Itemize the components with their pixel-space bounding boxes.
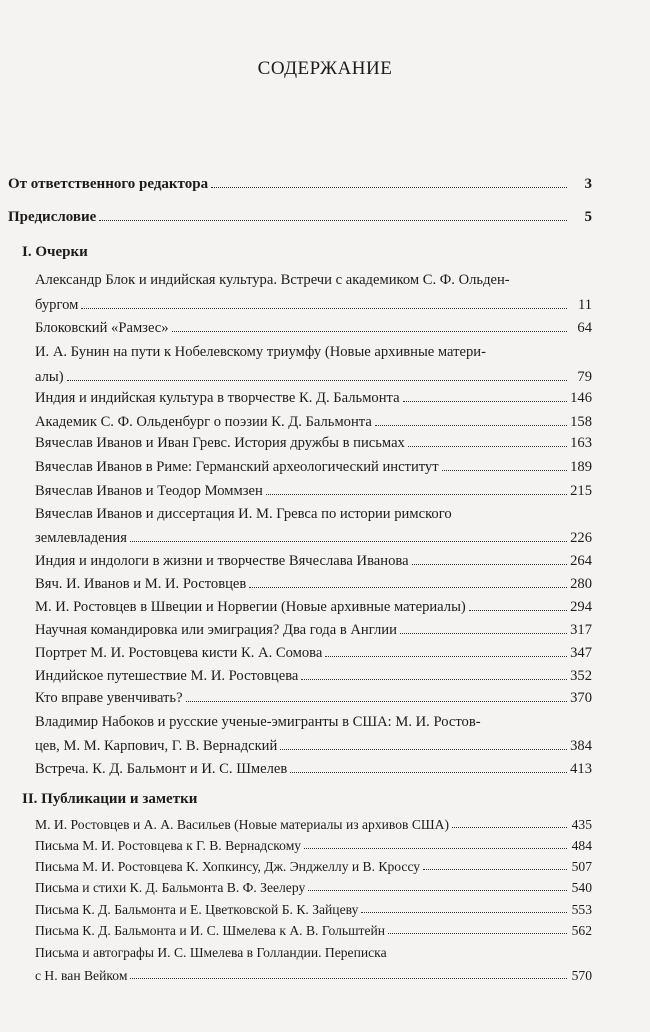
toc-entry <box>35 645 592 662</box>
section-heading: I. Очерки <box>22 244 88 260</box>
entry-title: Письма и стихи К. Д. Бальмонта В. Ф. Зеелеру <box>35 880 306 895</box>
section-heading: II. Публикации и заметки <box>22 791 198 807</box>
toc-entry <box>35 668 592 685</box>
entry-title: Индия и индологи в жизни и творчестве Вячеслава Иванова <box>35 553 409 569</box>
dot-leader <box>469 610 567 611</box>
entry-title: Блоковский «Рамзес» <box>35 320 169 336</box>
toc-entry <box>35 859 592 875</box>
toc-entry <box>35 390 592 407</box>
entry-title: Вячеслав Иванов в Риме: Германский археологический институт <box>35 459 439 475</box>
toc-entry <box>35 530 592 547</box>
page-number: 163 <box>570 435 592 451</box>
dot-leader <box>452 827 567 828</box>
toc-entry <box>35 576 592 593</box>
page-number: 553 <box>571 902 592 917</box>
entry-title: Академик С. Ф. Ольденбург о поэзии К. Д. Бальмонта <box>35 414 372 430</box>
page-number: 435 <box>571 817 592 832</box>
dot-leader <box>408 446 567 447</box>
toc-entry <box>35 923 592 939</box>
dot-leader <box>325 656 567 657</box>
dot-leader <box>290 772 567 773</box>
entry-title: Предисловие <box>8 209 97 225</box>
toc-entry <box>35 817 592 833</box>
page-number: 280 <box>570 576 592 592</box>
toc-entry <box>35 459 592 476</box>
entry-title: Встреча. К. Д. Бальмонт и И. С. Шмелев <box>35 761 288 777</box>
entry-title: Портрет М. И. Ростовцева кисти К. А. Сомова <box>35 645 323 661</box>
toc-entry <box>8 209 592 226</box>
page-number: 413 <box>570 761 592 777</box>
page-number: 79 <box>577 369 592 385</box>
entry-title: Письма К. Д. Бальмонта и И. С. Шмелева к А. В. Гольштейн <box>35 923 386 938</box>
dot-leader <box>67 380 567 381</box>
entry-title: Письма М. И. Ростовцева К. Хопкинсу, Дж. Энджеллу и В. Кроссу <box>35 859 421 874</box>
page-number: 352 <box>570 668 592 684</box>
toc-entry <box>35 435 592 452</box>
entry-title: Научная командировка или эмиграция? Два года в Англии <box>35 622 397 638</box>
page-number: 11 <box>577 297 592 313</box>
page-number: 317 <box>570 622 592 638</box>
entry-title: Кто вправе увенчивать? <box>35 690 183 706</box>
page-number: 158 <box>570 414 592 430</box>
dot-leader <box>99 220 567 221</box>
entry-title: Письма К. Д. Бальмонта и Е. Цветковской Б. К. Зайцеву <box>35 902 359 917</box>
entry-title: Вяч. И. Иванов и М. И. Ростовцев <box>35 576 247 592</box>
page-number: 226 <box>570 530 592 546</box>
dot-leader <box>211 187 567 188</box>
toc-entry <box>35 738 592 755</box>
toc-entry <box>35 369 592 386</box>
entry-title: М. И. Ростовцев и А. А. Васильев (Новые материалы из архивов США) <box>35 817 449 832</box>
dot-leader <box>172 331 567 332</box>
entry-title: Вячеслав Иванов и Иван Гревс. История дружбы в письмах <box>35 435 405 451</box>
dot-leader <box>412 564 567 565</box>
dot-leader <box>423 869 567 870</box>
dot-leader <box>442 470 567 471</box>
entry-title-line: И. А. Бунин на пути к Нобелевскому триумфу (Новые архивные матери- <box>35 344 486 360</box>
page-number: 347 <box>570 645 592 661</box>
dot-leader <box>186 701 567 702</box>
page-title: СОДЕРЖАНИЕ <box>257 58 393 79</box>
dot-leader <box>81 308 567 309</box>
page-number: 370 <box>570 690 592 706</box>
page-number: 540 <box>571 880 592 895</box>
dot-leader <box>130 541 567 542</box>
entry-title: От ответственного редактора <box>8 176 209 192</box>
dot-leader <box>249 587 567 588</box>
entry-title: Индия и индийская культура в творчестве К. Д. Бальмонта <box>35 390 400 406</box>
page-number: 189 <box>570 459 592 475</box>
page-number: 264 <box>570 553 592 569</box>
toc-entry <box>8 176 592 193</box>
page-number: 294 <box>570 599 592 615</box>
dot-leader <box>301 679 567 680</box>
page-number: 146 <box>570 390 592 406</box>
page-number: 562 <box>571 923 592 938</box>
toc-entry <box>35 599 592 616</box>
page-number: 5 <box>584 209 592 225</box>
entry-title: землевладения <box>35 530 127 546</box>
entry-title-line: Письма и автографы И. С. Шмелева в Голландии. Переписка <box>35 945 387 960</box>
page-number: 507 <box>571 859 592 874</box>
page-number: 570 <box>571 968 592 983</box>
toc-entry <box>35 320 592 337</box>
dot-leader <box>280 749 567 750</box>
toc-entry <box>35 761 592 778</box>
dot-leader <box>375 425 567 426</box>
toc-entry <box>35 902 592 918</box>
toc-entry <box>35 690 592 707</box>
dot-leader <box>361 912 567 913</box>
toc-entry <box>35 414 592 431</box>
dot-leader <box>403 401 567 402</box>
entry-title: бургом <box>35 297 79 313</box>
entry-title: с Н. ван Вейком <box>35 968 128 983</box>
entry-title-line: Вячеслав Иванов и диссертация И. М. Гревса по истории римского <box>35 506 452 522</box>
entry-title: М. И. Ростовцев в Швеции и Норвегии (Новые архивные материалы) <box>35 599 466 615</box>
entry-title: цев, М. М. Карпович, Г. В. Вернадский <box>35 738 278 754</box>
dot-leader <box>388 933 567 934</box>
page-number: 384 <box>570 738 592 754</box>
entry-title-line: Владимир Набоков и русские ученые-эмигранты в США: М. И. Ростов- <box>35 714 481 730</box>
toc-entry <box>35 483 592 500</box>
page-number: 64 <box>577 320 592 336</box>
dot-leader <box>304 848 567 849</box>
entry-title: алы) <box>35 369 64 385</box>
page-number: 215 <box>570 483 592 499</box>
toc-entry <box>35 622 592 639</box>
entry-title: Вячеслав Иванов и Теодор Моммзен <box>35 483 263 499</box>
toc-entry <box>35 968 592 984</box>
dot-leader <box>130 978 567 979</box>
entry-title: Письма М. И. Ростовцева к Г. В. Вернадскому <box>35 838 302 853</box>
toc-entry <box>35 880 592 896</box>
entry-title: Индийское путешествие М. И. Ростовцева <box>35 668 299 684</box>
dot-leader <box>266 494 567 495</box>
page-number: 484 <box>571 838 592 853</box>
entry-title-line: Александр Блок и индийская культура. Встречи с академиком С. Ф. Ольден- <box>35 272 510 288</box>
toc-entry <box>35 553 592 570</box>
dot-leader <box>308 890 567 891</box>
toc-entry <box>35 297 592 314</box>
toc-entry <box>35 838 592 854</box>
page-number: 3 <box>584 176 592 192</box>
dot-leader <box>400 633 567 634</box>
